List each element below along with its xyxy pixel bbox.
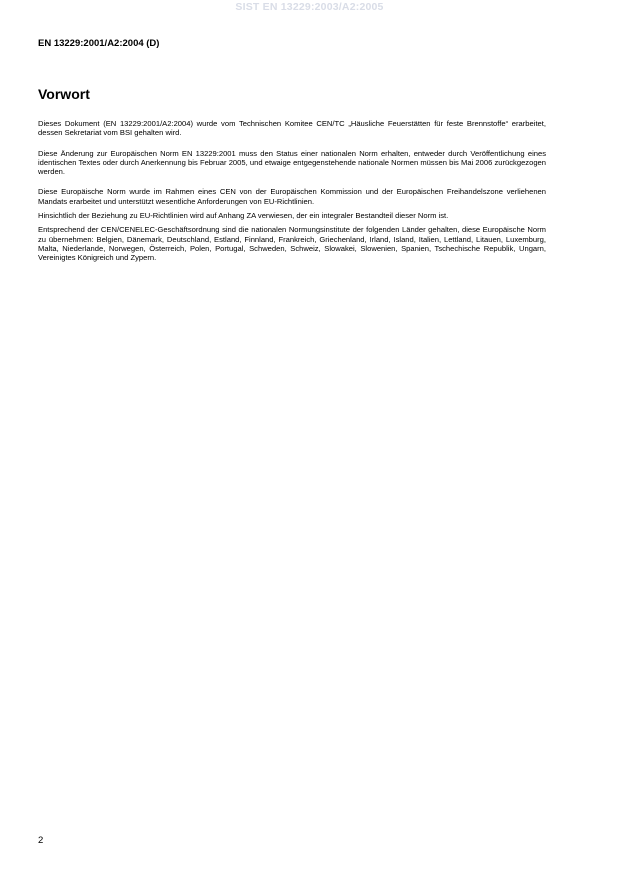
- paragraph-eu-directives: Hinsichtlich der Beziehung zu EU-Richtlinien wird auf Anhang ZA verwiesen, der ein integraler Bestandteil dieser Norm ist.: [38, 211, 449, 221]
- document-identifier: EN 13229:2001/A2:2004 (D): [38, 38, 160, 49]
- paragraph-member-countries: Entsprechend der CEN/CENELEC-Geschäftsordnung sind die nationalen Normungsinstitute der folgenden Länder gehalten, diese Europäische Norm zu übernehmen: Belgien, Dänemark, Deutschland, Estland, Finnland, Frankreich, Griechenland, Irland, Island, Italien, Lettland, Litauen, Luxemburg, Malta, Niederlande, Norwegen, Österreich, Polen, Portugal, Schweden, Schweiz, Slowakei, Slowenien, Spanien, Tschechische Republik, Ungarn, Vereinigtes Königreich und Zypern.: [38, 225, 546, 263]
- foreword-body: [38, 119, 546, 263]
- paragraph-mandate: Diese Europäische Norm wurde im Rahmen eines CEN von der Europäischen Kommission und der Europäischen Freihandelszone verliehenen Mandats erarbeitet und unterstützt wesentliche Anforderungen von EU-Richtlinien.: [38, 187, 546, 206]
- watermark: SIST EN 13229:2003/A2:2005: [235, 1, 384, 13]
- section-title: Vorwort: [38, 86, 90, 102]
- paragraph-status: Diese Änderung zur Europäischen Norm EN 13229:2001 muss den Status einer nationalen Norm erhalten, entweder durch Veröffentlichung eines identischen Textes oder durch Anerkennung bis Februar 2005, und etwaige entgegenstehende nationale Normen müssen bis Mai 2006 zurückgezogen werden.: [38, 148, 546, 177]
- paragraph-committee: Dieses Dokument (EN 13229:2001/A2:2004) wurde vom Technischen Komitee CEN/TC „Häusliche Feuerstätten für feste Brennstoffe“ erarbeitet, dessen Sekretariat vom BSI gehalten wird.: [38, 119, 546, 138]
- page-number: 2: [38, 835, 44, 846]
